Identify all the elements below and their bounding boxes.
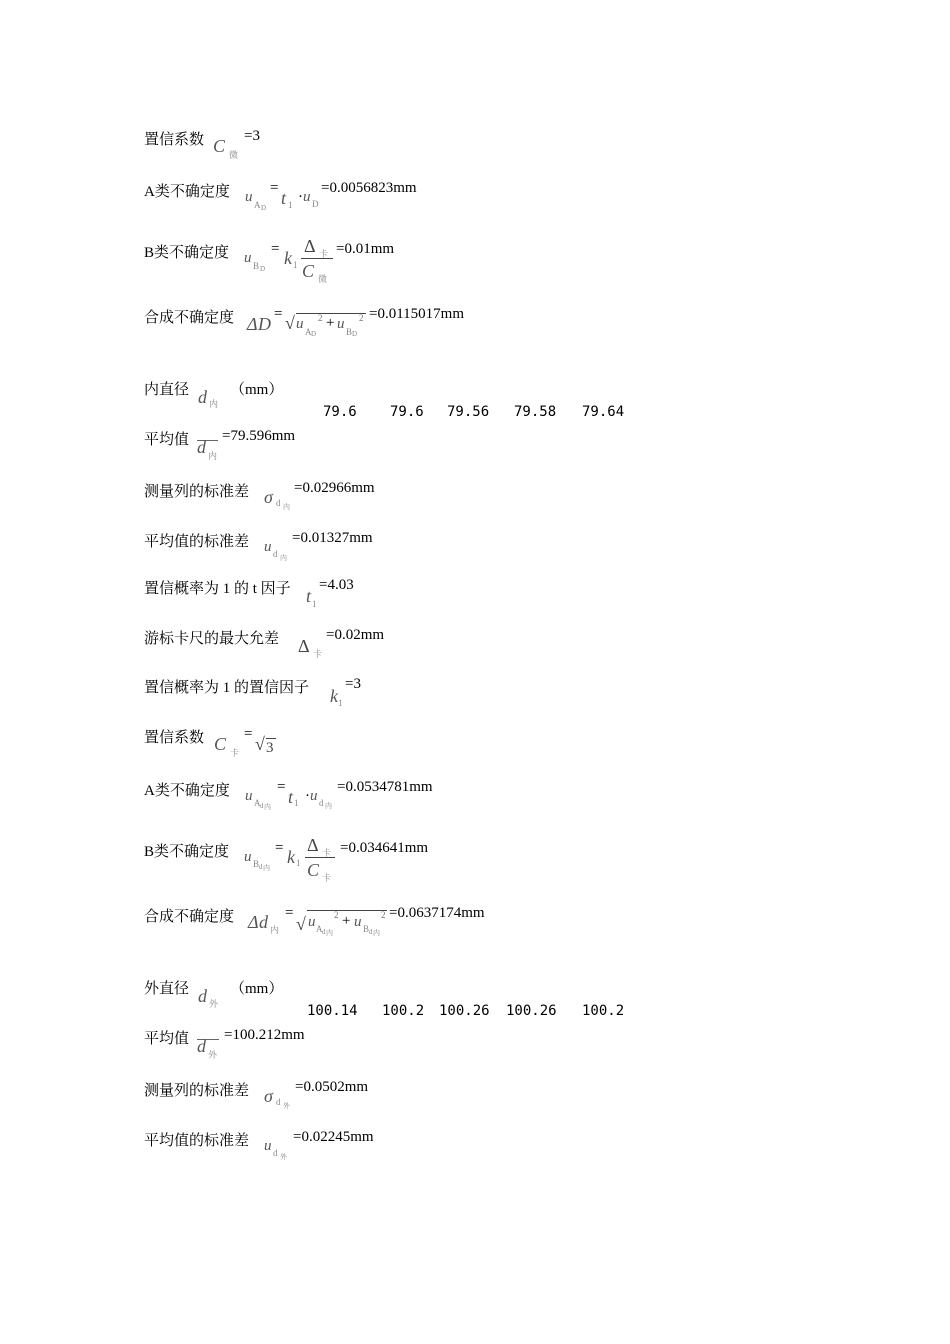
symbol-D: D xyxy=(258,314,271,334)
symbol-u: u xyxy=(244,849,252,865)
measurement-value: 100.2 xyxy=(382,1003,425,1019)
value: =0.0502mm xyxy=(295,1079,369,1095)
label: 测量列的标准差 xyxy=(144,484,250,500)
subscript-wei: 微 xyxy=(318,274,328,284)
row-confidence-coef-micrometer xyxy=(144,128,204,149)
row-type-b-uncertainty-d xyxy=(144,241,229,262)
symbol-C: C xyxy=(214,734,227,754)
value: =0.0637174mm xyxy=(389,905,485,921)
sqrt-icon: √ xyxy=(285,313,295,333)
subscript-nei: 内 xyxy=(209,399,219,409)
symbol-k: k xyxy=(284,248,292,268)
subscript-d: d xyxy=(319,798,324,808)
unit: （mm） xyxy=(230,981,284,997)
measurement-value: 79.6 xyxy=(323,404,357,420)
value: =100.212mm xyxy=(224,1027,305,1043)
subscript-D: D xyxy=(352,330,358,338)
subscript-1: 1 xyxy=(338,698,343,708)
label: 置信系数 xyxy=(144,132,205,148)
value: =0.02966mm xyxy=(294,480,375,496)
value: =0.01327mm xyxy=(292,530,373,546)
subscript-d: d xyxy=(276,1097,281,1107)
subscript-D: D xyxy=(312,199,319,209)
symbol-Delta: Δ xyxy=(304,236,316,256)
value: =0.034641mm xyxy=(340,840,429,856)
symbol-k: k xyxy=(287,847,295,867)
fraction-bar xyxy=(305,857,335,858)
sqrt-bar xyxy=(296,313,366,314)
equals: = xyxy=(285,905,294,921)
symbol-Delta: Δ xyxy=(298,636,310,656)
sqrt-icon: √ xyxy=(255,734,265,754)
subscript-1: 1 xyxy=(293,260,298,270)
dot: · xyxy=(305,788,310,804)
symbol-d: d xyxy=(259,912,268,932)
value: =0.0056823mm xyxy=(321,180,417,196)
subscript-wai: 外 xyxy=(283,1102,290,1110)
label: A类不确定度 xyxy=(144,184,230,200)
label: 平均值 xyxy=(144,1031,190,1047)
subscript-1: 1 xyxy=(296,858,301,868)
label: 平均值的标准差 xyxy=(144,1133,250,1149)
measurement-value: 100.2 xyxy=(582,1003,625,1019)
symbol-u: u xyxy=(303,189,311,205)
row-type-a-uncertainty-inner xyxy=(144,779,230,800)
subscript-d: d xyxy=(273,549,278,559)
subscript-1: 1 xyxy=(312,599,317,609)
subscript-ka: 卡 xyxy=(319,249,329,259)
subscript-D: D xyxy=(260,265,266,273)
subscript-B: B xyxy=(253,859,260,869)
label: 平均值的标准差 xyxy=(144,534,250,550)
subscript-wai: 外 xyxy=(208,1050,218,1060)
label: B类不确定度 xyxy=(144,844,230,860)
symbol-u: u xyxy=(264,539,272,555)
subscript-1: 1 xyxy=(294,798,299,808)
subscript-wai: 外 xyxy=(209,999,219,1009)
subscript-d: d xyxy=(273,1148,278,1158)
equals: = xyxy=(270,180,279,196)
symbol-u: u xyxy=(245,189,253,205)
unit: （mm） xyxy=(230,382,284,398)
row-outer-diameter xyxy=(144,977,189,998)
label: 合成不确定度 xyxy=(144,909,235,925)
subscript-1: 1 xyxy=(288,200,293,210)
row-std-dev-inner xyxy=(144,480,249,501)
row-combined-uncertainty-inner xyxy=(144,905,234,926)
symbol-Delta: Δ xyxy=(248,912,259,932)
symbol-k: k xyxy=(330,686,338,706)
label: A类不确定度 xyxy=(144,783,230,799)
subscript-B: B xyxy=(363,924,370,934)
symbol-u: u xyxy=(296,316,304,332)
label: 测量列的标准差 xyxy=(144,1083,250,1099)
dot: · xyxy=(298,189,303,205)
symbol-d: d xyxy=(197,437,206,457)
measurement-value: 79.58 xyxy=(514,404,557,420)
subscript-A: A xyxy=(316,924,323,934)
plus: + xyxy=(342,913,351,929)
symbol-d: d xyxy=(198,986,207,1006)
equals: = xyxy=(275,840,284,856)
symbol-t: t xyxy=(306,586,312,606)
subscript-wei: 微 xyxy=(229,150,239,160)
symbol-u: u xyxy=(244,250,252,266)
symbol-t: t xyxy=(288,787,294,807)
subscript-A: A xyxy=(305,327,312,337)
label: 置信概率为 1 的 t 因子 xyxy=(144,581,291,597)
label: 平均值 xyxy=(144,432,190,448)
superscript-2: 2 xyxy=(359,313,364,323)
symbol-u: u xyxy=(310,788,318,804)
label: 置信概率为 1 的置信因子 xyxy=(144,680,310,696)
row-t-factor xyxy=(144,577,291,598)
row-type-b-uncertainty-inner xyxy=(144,840,229,861)
value: =3 xyxy=(244,128,260,144)
value: =0.0534781mm xyxy=(337,779,433,795)
symbol-u: u xyxy=(337,316,345,332)
symbol-d: d xyxy=(197,1036,206,1056)
row-combined-uncertainty-d xyxy=(144,306,234,327)
value: =0.02245mm xyxy=(293,1129,374,1145)
subscript-d: d xyxy=(322,928,326,936)
superscript-2: 2 xyxy=(334,910,339,920)
subscript-D: D xyxy=(311,330,317,338)
subscript-A: A xyxy=(254,200,261,210)
subscript-nei: 内 xyxy=(373,929,380,937)
radicand-3: 3 xyxy=(266,740,274,756)
measurement-value: 79.56 xyxy=(447,404,490,420)
measurement-value: 100.14 xyxy=(307,1003,358,1019)
superscript-2: 2 xyxy=(318,313,323,323)
equals: = xyxy=(244,726,253,742)
equals: = xyxy=(271,241,280,257)
value: =0.01mm xyxy=(336,241,395,257)
subscript-ka: 卡 xyxy=(230,748,240,758)
subscript-A: A xyxy=(254,798,261,808)
row-mean-outer xyxy=(144,1027,189,1048)
value: =0.02mm xyxy=(326,627,385,643)
symbol-Delta: Δ xyxy=(247,314,258,334)
subscript-d: d xyxy=(369,928,373,936)
symbol-C: C xyxy=(302,261,315,281)
value: =79.596mm xyxy=(222,428,296,444)
row-std-error-inner xyxy=(144,530,249,551)
subscript-wai: 外 xyxy=(280,1153,287,1161)
row-caliper-max-tolerance xyxy=(144,627,279,648)
equals: = xyxy=(274,306,283,322)
label: 合成不确定度 xyxy=(144,310,235,326)
subscript-D: D xyxy=(261,204,267,212)
equals: = xyxy=(277,779,286,795)
subscript-nei: 内 xyxy=(264,803,271,811)
subscript-B: B xyxy=(346,327,353,337)
subscript-ka: 卡 xyxy=(313,649,323,659)
label: B类不确定度 xyxy=(144,245,230,261)
label: 置信系数 xyxy=(144,730,205,746)
subscript-ka: 卡 xyxy=(322,873,332,883)
symbol-u: u xyxy=(354,914,362,930)
subscript-ka: 卡 xyxy=(322,848,332,858)
symbol-u: u xyxy=(308,914,316,930)
subscript-nei: 内 xyxy=(325,802,332,810)
symbol-u: u xyxy=(245,788,253,804)
label: 外直径 xyxy=(144,981,190,997)
subscript-nei: 内 xyxy=(326,929,333,937)
value: =4.03 xyxy=(319,577,354,593)
symbol-t: t xyxy=(281,188,287,208)
subscript-nei: 内 xyxy=(208,451,218,461)
symbol-u: u xyxy=(264,1138,272,1154)
symbol-C: C xyxy=(307,860,320,880)
measurement-value: 79.6 xyxy=(390,404,424,420)
subscript-nei: 内 xyxy=(283,503,290,511)
value: =3 xyxy=(345,676,361,692)
measurement-value: 100.26 xyxy=(439,1003,490,1019)
row-inner-diameter xyxy=(144,378,189,399)
row-type-a-uncertainty-d xyxy=(144,180,230,201)
subscript-d: d xyxy=(276,498,281,508)
subscript-d: d xyxy=(260,802,264,810)
fraction-bar xyxy=(301,258,333,259)
subscript-d: d xyxy=(259,863,263,871)
row-confidence-factor xyxy=(144,676,309,697)
symbol-sigma: σ xyxy=(264,1086,273,1106)
measurement-value: 79.64 xyxy=(582,404,625,420)
row-std-error-outer xyxy=(144,1129,249,1150)
row-mean-inner xyxy=(144,428,189,449)
subscript-nei: 内 xyxy=(270,925,280,935)
subscript-nei: 内 xyxy=(280,554,287,562)
superscript-2: 2 xyxy=(381,910,386,920)
row-confidence-coef-caliper xyxy=(144,726,204,747)
plus: + xyxy=(326,315,335,331)
row-std-dev-outer xyxy=(144,1079,249,1100)
label: 游标卡尺的最大允差 xyxy=(144,631,280,647)
symbol-d: d xyxy=(198,387,207,407)
sqrt-icon: √ xyxy=(296,914,306,934)
measurement-value: 100.26 xyxy=(506,1003,557,1019)
subscript-B: B xyxy=(253,261,260,271)
sqrt-bar xyxy=(266,738,276,739)
sqrt-bar xyxy=(307,910,387,911)
label: 内直径 xyxy=(144,382,190,398)
value: =0.0115017mm xyxy=(369,306,464,322)
symbol-Delta: Δ xyxy=(307,835,319,855)
symbol-C: C xyxy=(213,136,226,156)
symbol-sigma: σ xyxy=(264,487,273,507)
subscript-nei: 内 xyxy=(263,864,270,872)
